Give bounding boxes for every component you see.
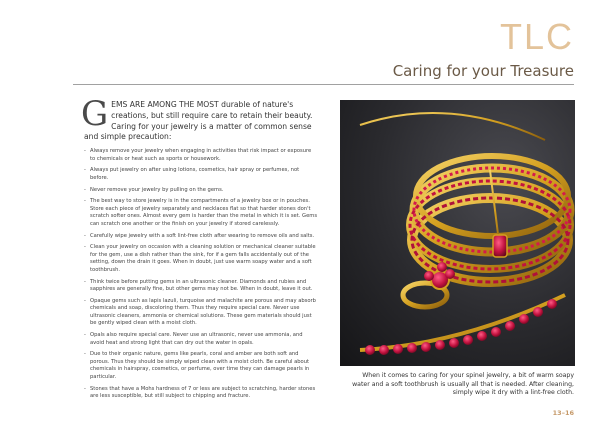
section-title: TLC	[499, 16, 574, 57]
care-tips-list	[84, 148, 318, 401]
intro-paragraph	[81, 94, 318, 143]
care-tip: - Opaque gems such as lapis lazuli, turquoise and malachite are porous and may absorb chemicals and soap, discoloring them. Thus they require special care. Never use ultrasonic cleaners, ammonia or chemical solutions. These gem materials should just be gently wiped clean with a moist cloth.	[84, 298, 318, 328]
jewelry-photo	[340, 100, 575, 366]
care-tip: - Always put jewelry on after using lotions, cosmetics, hair spray or perfumes, not before.	[84, 167, 318, 182]
body-text-column	[81, 94, 318, 405]
intro-lead: EMS ARE AMONG THE MOST	[111, 100, 219, 109]
header-rule	[73, 84, 574, 85]
care-tip: - Stones that have a Mohs hardness of 7 or less are subject to scratching, harder stones are less susceptible, but still subject to chipping and fracture.	[84, 386, 318, 401]
intro-text: durable of nature's creations, but still require care to retain their beauty. Caring for your jewelry is a matter of common sense and simple precaution:	[84, 100, 313, 142]
care-tip: - Carefully wipe jewelry with a soft lint-free cloth after wearing to remove oils and salts.	[84, 233, 318, 241]
drop-cap: G	[81, 94, 109, 134]
tennis-bracelet	[360, 295, 565, 355]
care-tip: - Due to their organic nature, gems like pearls, coral and amber are both soft and porous. Thus they should be simply wiped clean with a moist cloth. Be careful about chemicals in hairspray, cosmetics, or perfume, over time they can damage pearls in particular.	[84, 351, 318, 381]
care-tip: - Always remove your jewelry when engaging in activities that risk impact or exposure to chemicals or heat such as sports or housework.	[84, 148, 318, 163]
care-tip: - Never remove your jewelry by pulling on the gems.	[84, 187, 318, 195]
care-tip: - Clean your jewelry on occasion with a cleaning solution or mechanical cleaner suitable for the gem, use a dish rather than the sink, for if a gem falls accidentally out of the setting, down the drain it goes. When in doubt, just use warm soapy water and a soft toothbrush.	[84, 244, 318, 274]
jewelry-illustration	[340, 100, 575, 366]
care-tip: - Opals also require special care. Never use an ultrasonic, never use ammonia, and avoid heat and strong light that can dry out the water in opals.	[84, 332, 318, 347]
page-number: 13–16	[552, 409, 574, 417]
care-tip: - The best way to store jewelry is in the compartments of a jewelry box or in pouches. Store each piece of jewelry separately and necklaces flat so that harder stones don't scratch softer ones. Almost every gem is harder than the metal in which it is set. Gems can scratch one another or the finish on your jewelry if stored carelessly.	[84, 198, 318, 228]
page-subtitle: Caring for your Treasure	[392, 62, 574, 80]
care-tip: - Think twice before putting gems in an ultrasonic cleaner. Diamonds and rubies and sapphires are generally fine, but other gems may not be. When in doubt, leave it out.	[84, 279, 318, 294]
photo-caption: When it comes to caring for your spinel jewelry, a bit of warm soapy water and a soft toothbrush is usually all that is needed. After cleaning, simply wipe it dry with a lint-free cloth.	[352, 372, 574, 397]
